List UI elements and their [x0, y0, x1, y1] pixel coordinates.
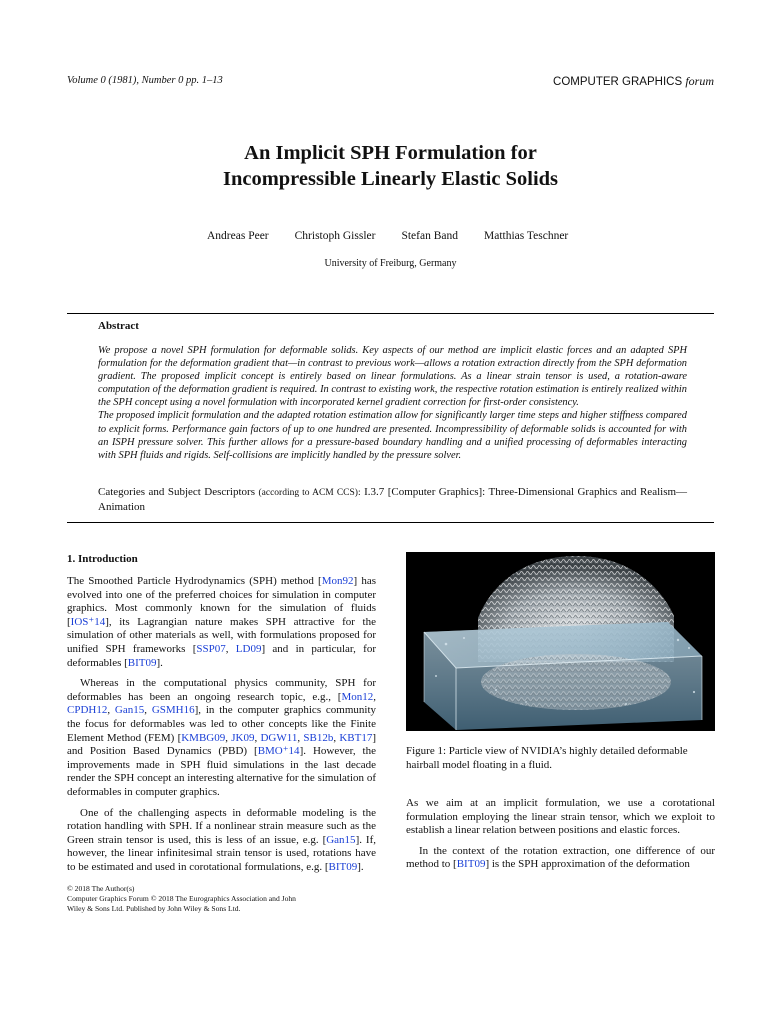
right-paragraph-1 [406, 797, 715, 838]
citation-link[interactable]: DGW11 [260, 731, 298, 744]
text-run: , [297, 731, 304, 744]
text-run: , [373, 690, 376, 703]
categories-note: (according to ACM CCS): [258, 488, 361, 498]
title-line-2: Incompressible Linearly Elastic Solids [222, 168, 559, 190]
journal-name-forum: forum [685, 74, 714, 88]
text-run: ], its Lagrangian nature makes SPH attractive for the simulation of other materials as well, with formulations proposed for unified SPH frameworks [ [67, 615, 376, 655]
author-name: Matthias Teschner [484, 230, 569, 242]
author-name: Andreas Peer [207, 230, 269, 242]
text-run: ]. [357, 860, 364, 873]
text-run: , [333, 731, 340, 744]
abstract-paragraph-2: The proposed implicit formulation and the adapted rotation estimation allow for significantly larger time steps and higher stiffness compared to explicit forms. Performance gain factors of up to one hundred are presented. Incompressibility of deformable solids is accounted for with an ISPH pressure solver. This further allows for a pressure-based boundary handling and a unified processing of deformables interacting with SPH fluids and rigids. Self-collisions are implicitly handled by the pressure solver. [98, 410, 687, 461]
left-column-text [67, 575, 376, 881]
copyright-footer [67, 884, 327, 914]
text-run: Whereas in the computational physics community, SPH for deformables has been an ongoing research topic, e.g., [ [67, 677, 376, 703]
text-run: , [225, 642, 236, 655]
citation-link[interactable]: Gan15 [114, 704, 145, 717]
author-name: Stefan Band [401, 230, 458, 242]
abstract-top-rule [67, 313, 714, 314]
abstract-heading: Abstract [98, 320, 139, 332]
figure-hairball-render [406, 552, 715, 731]
affiliation: University of Freiburg, Germany [324, 258, 457, 269]
text-run: ] and Position Based Dynamics (PBD) [ [67, 731, 376, 758]
author-name: Christoph Gissler [294, 230, 376, 242]
text-run: One of the challenging aspects in deformable modeling is the rotation handling with SPH. If a nonlinear strain measure such as the Green strain tensor is used, this is less of an issue, e.g. [ [67, 806, 376, 846]
figure-caption: Figure 1: Particle view of NVIDIA’s highly detailed deformable hairball model floating in a fluid. [406, 745, 688, 771]
citation-link[interactable]: Gan15 [326, 833, 356, 846]
citation-link[interactable]: Mon92 [321, 575, 354, 587]
text-run: ] is the SPH approximation of the deformation [485, 858, 690, 871]
citation-link[interactable]: GSMH16 [151, 704, 195, 717]
text-run: ]. [156, 656, 163, 669]
citation-link[interactable]: SB12b [303, 731, 334, 744]
categories-label: Categories and Subject Descriptors [98, 486, 255, 498]
categories-text: I.3.7 [Computer Graphics]: Three-Dimensional Graphics and Realism—Animation [98, 486, 688, 513]
text-run: ] has evolved into one of the preferred choices for simulation in computer graphics. Most commonly known for the simulation of fluids [ [67, 575, 376, 628]
text-run: , [254, 731, 261, 744]
citation-link[interactable]: BMO⁺14 [257, 745, 300, 758]
intro-paragraph-3 [67, 807, 376, 875]
text-run: , [225, 731, 232, 744]
author-list [207, 230, 587, 242]
paper-title [0, 140, 768, 192]
text-run: As we aim at an implicit formulation, we use a corotational formulation employing the linear strain tensor, which we exploit to establish a linear relation between positions and elastic forces. [406, 797, 715, 837]
citation-link[interactable]: LD09 [235, 642, 262, 655]
copyright-line: Computer Graphics Forum © 2018 The Eurographics Association and John [67, 894, 296, 903]
citation-link[interactable]: KBT17 [339, 731, 373, 744]
citation-link[interactable]: IOS⁺14 [70, 615, 106, 628]
citation-link[interactable]: BIT09 [456, 858, 486, 871]
citation-link[interactable]: SSP07 [196, 642, 226, 655]
text-run: , [144, 704, 152, 717]
abstract-bottom-rule [67, 522, 714, 523]
abstract-body [98, 344, 687, 462]
journal-name [553, 74, 714, 89]
citation-link[interactable]: BIT09 [127, 656, 157, 669]
citation-link[interactable]: BIT09 [328, 860, 358, 873]
right-column-text [406, 797, 715, 879]
citation-link[interactable]: KMBG09 [181, 731, 226, 744]
citation-link[interactable]: JK09 [231, 731, 255, 744]
categories-descriptors [98, 486, 687, 514]
journal-name-caps: COMPUTER GRAPHICS [553, 76, 683, 88]
text-run: , [107, 704, 115, 717]
copyright-line: © 2018 The Author(s) [67, 884, 135, 893]
title-line-1: An Implicit SPH Formulation for [244, 142, 537, 164]
citation-link[interactable]: CPDH12 [67, 704, 108, 717]
intro-paragraph-1 [67, 575, 376, 670]
text-run: ]. However, the improvements made in SPH fluid simulations in the last decade render the SPH concept an interesting alternative for the simulation of deformables in computer graphics. [67, 745, 376, 798]
text-run: The Smoothed Particle Hydrodynamics (SPH) method [ [67, 575, 322, 587]
text-run: ]. If, however, the linear infinitesimal strain tensor is used, rotations have to be estimated and used in corotational formulations, e.g. [ [67, 833, 376, 873]
text-run: In the context of the rotation extraction, one difference of our method to [ [406, 844, 715, 871]
right-paragraph-2 [406, 845, 715, 872]
citation-link[interactable]: Mon12 [341, 690, 374, 703]
text-run: ] and in particular, for deformables [ [67, 642, 376, 669]
journal-volume-info: Volume 0 (1981), Number 0 pp. 1–13 [67, 75, 223, 86]
section-heading-introduction: 1. Introduction [67, 553, 138, 565]
hairball-fluid-illustration [406, 552, 715, 731]
abstract-paragraph-1: We propose a novel SPH formulation for deformable solids. Key aspects of our method are implicit elastic forces and an adapted SPH formulation for the deformation gradient that—in contrast to previous work—allows a rotation extraction directly from the SPH deformation gradient. The proposed implicit concept is entirely based on linear formulations. As a linear strain tensor is used, a rotation-aware computation of the deformation gradient is required. In contrast to existing work, the respective rotation estimation is entirely realized within the SPH concept using a novel formulation with incorporated kernel gradient correction for first-order consistency. [98, 345, 687, 409]
text-run: ], in the computer graphics community the focus for deformables was led to other concepts like the Finite Element Method (FEM) [ [67, 704, 377, 744]
copyright-line: Wiley & Sons Ltd. Published by John Wiley & Sons Ltd. [67, 904, 241, 913]
intro-paragraph-2 [67, 677, 376, 799]
